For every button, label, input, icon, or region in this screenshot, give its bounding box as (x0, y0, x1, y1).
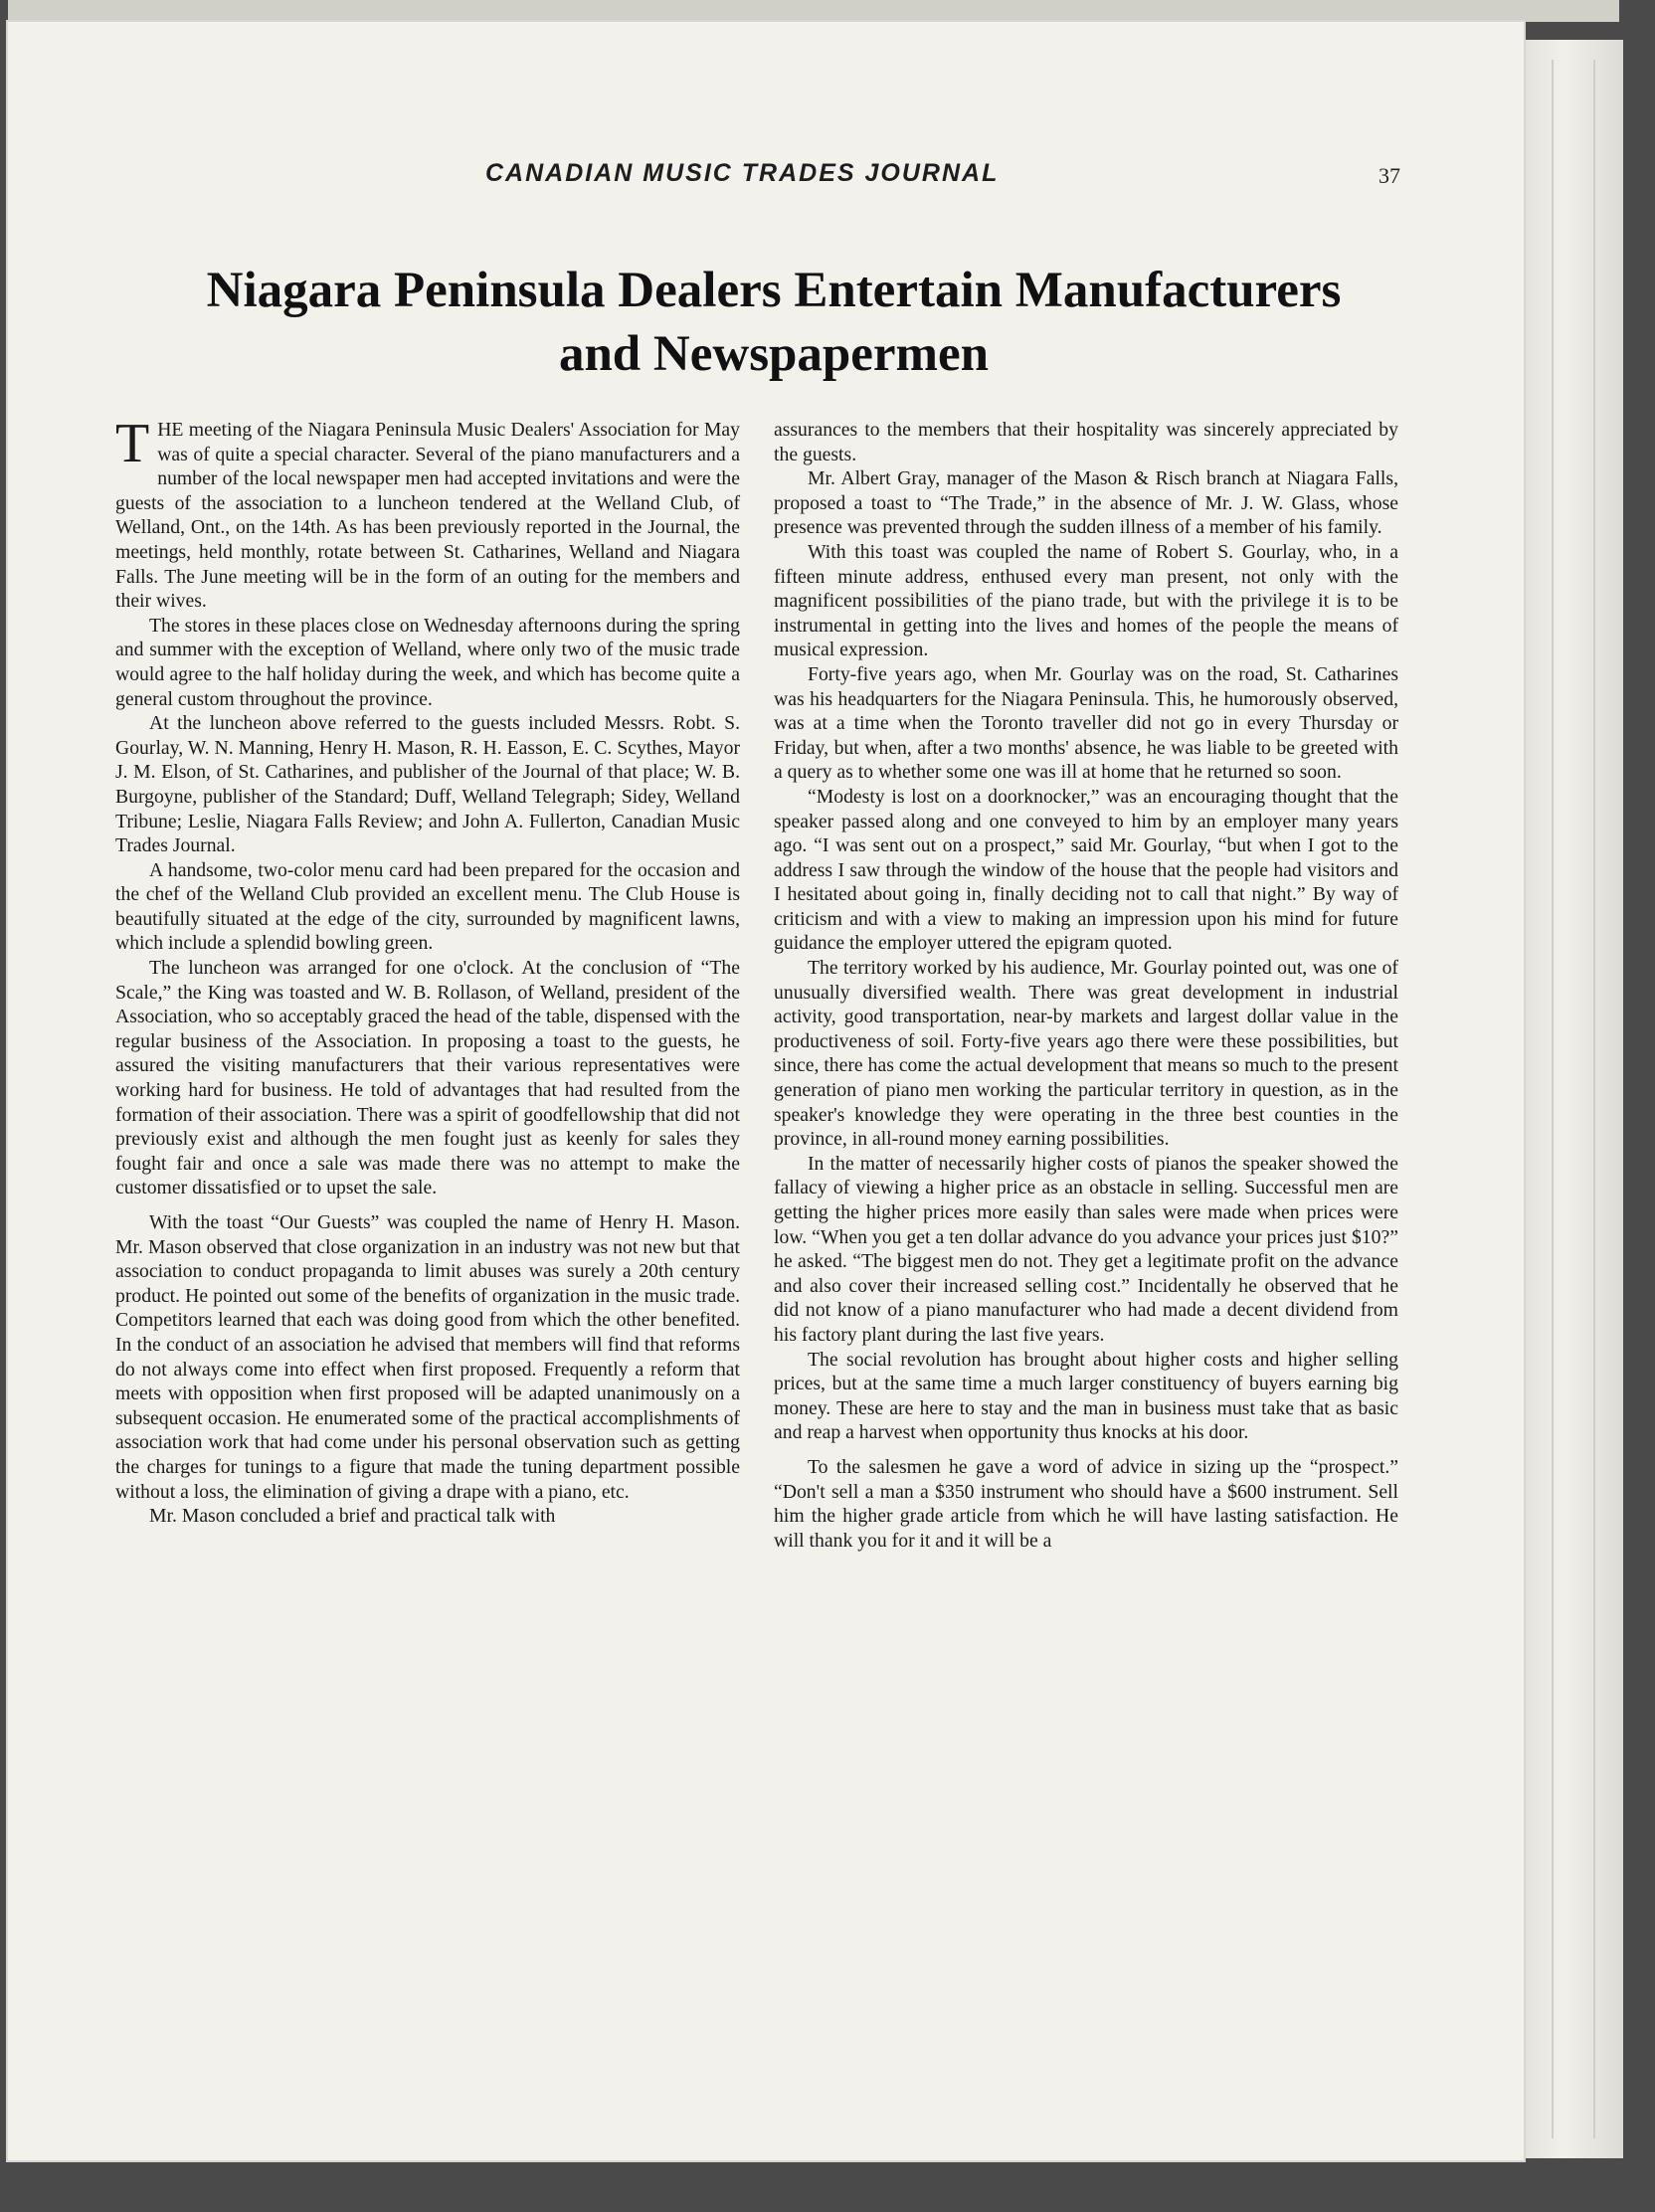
paragraph: In the matter of necessarily higher costs of pianos the speaker showed the fallacy of viewing a higher price as an obstacle in selling. Successful men are getting the higher prices more easily than sales were made when prices were low. “When you get a ten dollar advance do you advance your prices just $10?” he asked. “The biggest men do not. They get a legitimate profit on the advance and also cover their increased selling cost.” Incidentally he observed that he did not know of a piano manufacturer who had made a decent dividend from his factory plant during the last five years. (774, 1152, 1398, 1346)
paragraph: Mr. Mason concluded a brief and practical talk with (149, 1505, 556, 1528)
right-column (774, 418, 1398, 1553)
running-header (8, 159, 1524, 199)
page-stack-edge-lines (1552, 60, 1595, 2138)
top-edge (8, 0, 1619, 22)
article-title-line-1: Niagara Peninsula Dealers Entertain Manufacturers (206, 263, 1342, 318)
paragraph: With this toast was coupled the name of Robert S. Gourlay, who, in a fifteen minute address, enthused every man present, not only with the magnificent possibilities of the piano trade, but with the privilege it is to be instrumental in getting into the lives and homes of the people the means of musical expression. (774, 540, 1398, 661)
drop-cap: T (115, 413, 150, 474)
paragraph: The social revolution has brought about higher costs and higher selling prices, but at the same time a much larger constituency of buyers earning big money. These are here to stay and the man in business must take that as basic and reap a harvest when opportunity thus knocks at his door. (774, 1348, 1398, 1444)
page-number: 37 (1379, 163, 1400, 188)
paragraph: The territory worked by his audience, Mr. Gourlay pointed out, was one of unusually diversified wealth. There was great development in industrial activity, good transportation, near-by markets and largest dollar value in the productiveness of soil. Forty-five years ago there were these possibilities, but since, there has come the actual development that means so much to the present generation of piano men working the particular territory in question, as in the speaker's knowledge they were operating in the three best counties in the province, in all-round money earning possibilities. (774, 957, 1398, 1151)
paragraph: A handsome, two-color menu card had been prepared for the occasion and the chef of the Welland Club provided an excellent menu. The Club House is beautifully situated at the edge of the city, surrounded by magnificent lawns, which include a splendid bowling green. (115, 858, 740, 955)
paragraph: The luncheon was arranged for one o'clock. At the conclusion of “The Scale,” the King was toasted and W. B. Rollason, of Welland, president of the Association, who so acceptably graced the head of the table, dispensed with the regular business of the Association. In proposing a toast to the guests, he assured the visiting manufacturers that their various representatives were working hard for business. He told of advantages that had resulted from the formation of their association. There was a spirit of goodfellowship that did not previously exist and although the men fought just as keenly for sales they fought fair and once a sale was made there was no attempt to make the customer dissatisfied or to upset the sale. (115, 957, 740, 1199)
left-column (115, 413, 740, 1529)
article-title-line-2: and Newspapermen (558, 326, 990, 382)
journal-name: CANADIAN MUSIC TRADES JOURNAL (485, 159, 1000, 187)
article-title (107, 259, 1440, 386)
paragraph: The stores in these places close on Wednesday afternoons during the spring and summer with the exception of Welland, where only two of the music trade would agree to the half holiday during the week, and which has become quite a general custom throughout the province. (115, 614, 740, 710)
paragraph: With the toast “Our Guests” was coupled the name of Henry H. Mason. Mr. Mason observed that close organization in an industry was not new but that association to conduct propaganda to limit abuses was surely a 20th century product. He pointed out some of the benefits of organization in the music trade. Competitors learned that each was doing good from which the other benefited. In the conduct of an association he advised that members will find that reforms do not always come into effect when first proposed. Frequently a reform that meets with opposition when first proposed will be adapted unanimously on a subsequent occasion. He enumerated some of the practical accomplishments of association work that had come under his personal observation such as getting the charges for tunings to a figure that made the tuning department possible without a loss, the elimination of giving a drape with a piano, etc. (115, 1211, 740, 1503)
journal-page (8, 22, 1524, 2160)
paragraph: Mr. Albert Gray, manager of the Mason & Risch branch at Niagara Falls, proposed a toast to “The Trade,” in the absence of Mr. J. W. Glass, whose presence was prevented through the sudden illness of a member of his family. (774, 467, 1398, 539)
paragraph: assurances to the members that their hospitality was sincerely appreciated by the guests. (774, 419, 1398, 465)
paragraph: “Modesty is lost on a doorknocker,” was an encouraging thought that the speaker passed along and one conveyed to him by an employer many years ago. “I was sent out on a prospect,” said Mr. Gourlay, “but when I got to the address I saw through the window of the house that the people had visitors and I hesitated about going in, finally deciding not to call that night.” By way of criticism and with a view to making an impression upon his mind for future guidance the employer uttered the epigram quoted. (774, 785, 1398, 955)
paragraph: THE meeting of the Niagara Peninsula Music Dealers' Association for May was of quite a special character. Several of the piano manufacturers and a number of the local newspaper men had accepted invitations and were the guests of the association to a luncheon tendered at the Welland Club, of Welland, Ont., on the 14th. As has been previously reported in the Journal, the meetings, held monthly, rotate between St. Catharines, Welland and Niagara Falls. The June meeting will be in the form of an outing for the members and their wives. (115, 413, 740, 613)
paragraph: Forty-five years ago, when Mr. Gourlay was on the road, St. Catharines was his headquarters for the Niagara Peninsula. This, he humorously observed, was at a time when the Toronto traveller did not go in every Thursday or Friday, but when, after a two months' absence, he was liable to be greeted with a query as to whether some one was ill at home that he returned so soon. (774, 662, 1398, 784)
paragraph: To the salesmen he gave a word of advice in sizing up the “prospect.” “Don't sell a man a $350 instrument who should have a $600 instrument. Sell him the higher grade article from which he will have lasting satisfaction. He will thank you for it and it will be a (774, 1455, 1398, 1552)
paragraph: At the luncheon above referred to the guests included Messrs. Robt. S. Gourlay, W. N. Manning, Henry H. Mason, R. H. Easson, E. C. Scythes, Mayor J. M. Elson, of St. Catharines, and publisher of the Journal of that place; W. B. Burgoyne, publisher of the Standard; Duff, Welland Telegraph; Sidey, Welland Tribune; Leslie, Niagara Falls Review; and John A. Fullerton, Canadian Music Trades Journal. (115, 712, 740, 857)
